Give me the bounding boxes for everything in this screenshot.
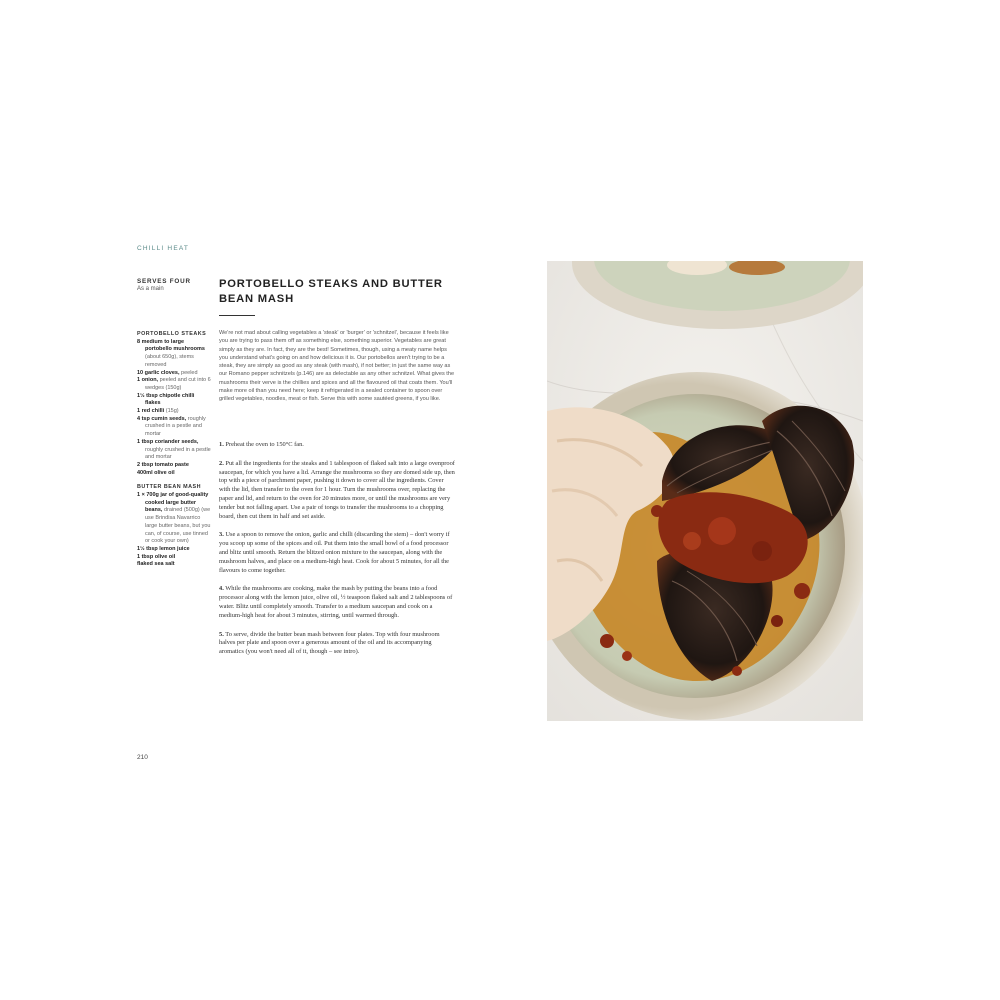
ingredient-item: 8 medium to large portobello mushrooms (about 650g), stems removed: [137, 338, 205, 368]
ingredient-item: 1 onion, peeled and cut into 6 wedges (150g): [137, 377, 211, 391]
title-divider: [219, 315, 255, 316]
method-step: 2. Put all the ingredients for the steaks and 1 tablespoon of flaked salt into a large ovenproof saucepan, for which you have a lid. Arrange the mushrooms so they are domed side up, then top with a piece of parchment paper, pushing it down to cover all the ingredients. Cover with the lid, then transfer to the oven for 1 hour. Turn the mushrooms over, replacing the paper and lid, and return to the oven for 20 minutes more, or until the mushrooms are very tender but not falling apart. Use a pair of tongs to transfer the mushrooms to a chopping board, then cut them in half and set aside.: [219, 459, 455, 520]
ingredient-group-heading: PORTOBELLO STEAKS: [137, 331, 207, 337]
food-photo: [547, 261, 863, 721]
method-steps: [219, 441, 455, 667]
ingredient-item: 4 tsp cumin seeds, roughly crushed in a pestle and mortar: [137, 415, 206, 438]
method-step: 5. To serve, divide the butter bean mash between four plates. Top with four mushroom halves per plate and spoon over a generous amount of the oil and its accompanying aromatics (you won't need all of it, though – see intro).: [219, 630, 440, 656]
ingredient-item: 1½ tbsp lemon juice: [137, 545, 190, 552]
ingredient-item: 1½ tbsp chipotle chilli flakes: [137, 392, 195, 407]
ingredients-list: [137, 331, 211, 569]
ingredient-item: 2 tbsp tomato paste: [137, 461, 189, 468]
ingredient-item: 1 red chilli (15g): [137, 408, 179, 415]
method-step: 3. Use a spoon to remove the onion, garlic and chilli (discarding the stem) – don't worry if you scoop up some of the spices and oil. Put them into the small bowl of a food processor and blitz until smooth. Return the blitzed onion mixture to the saucepan, along with the mushroom halves, and place on a medium-high heat. Cook for about 5 minutes, for all the flavours to come together.: [219, 531, 450, 574]
method-step: 1. Preheat the oven to 150°C fan.: [219, 441, 304, 448]
recipe-title: PORTOBELLO STEAKS AND BUTTER BEAN MASH: [219, 278, 443, 305]
ingredient-item: 1 × 700g jar of good-quality cooked large butter beans, drained (500g) (we use Brindisa Navarrico large butter beans, but you can, of course, use tinned or cook your own): [137, 492, 211, 545]
serves-title: SERVES FOUR: [137, 278, 191, 285]
section-label: CHILLI HEAT: [137, 245, 190, 252]
recipe-intro: We're not mad about calling vegetables a 'steak' or 'burger' or 'schnitzel', because it feels like you are trying to pass them off as something else, something superior. Vegetables are great simply as they are. In fact, they are the best! Sometimes, though, using a meaty name helps you understand what's going on and how delicious it is. Our portobellos aren't trying to be a steak, they are simply as good as any steak (with mash), if not better; in just the same way as our Romano pepper schnitzels (p.146) are as delectable as any other schnitzel. What gives the mushrooms their verve is the chillies and spices and all the flavoured oil that coats them. You'll make more oil than you need here; keep it refrigerated in a sealed container to spoon over grilled vegetables, noodles, meat or fish. Serve this with some sautéed greens, if you like.: [219, 330, 455, 403]
ingredient-item: 400ml olive oil: [137, 469, 175, 476]
serves-block: [137, 278, 191, 292]
page-number: 210: [137, 754, 148, 761]
ingredient-item: 1 tbsp olive oil: [137, 553, 176, 560]
food-photo-illustration: [547, 261, 863, 721]
ingredient-item: 10 garlic cloves, peeled: [137, 369, 198, 376]
method-step: 4. While the mushrooms are cooking, make the mash by putting the beans into a food processor along with the lemon juice, olive oil, ½ teaspoon flaked salt and 2 tablespoons of water. Blitz until completely smooth. Transfer to a medium saucepan and cook on a medium-high heat for about 3 minutes, stirring, until warmed through.: [219, 585, 453, 619]
serves-subtitle: As a main: [137, 286, 164, 292]
ingredient-item: flaked sea salt: [137, 561, 175, 568]
ingredient-item: 1 tbsp coriander seeds, roughly crushed in a pestle and mortar: [137, 438, 211, 461]
ingredient-group-heading: BUTTER BEAN MASH: [137, 484, 202, 491]
